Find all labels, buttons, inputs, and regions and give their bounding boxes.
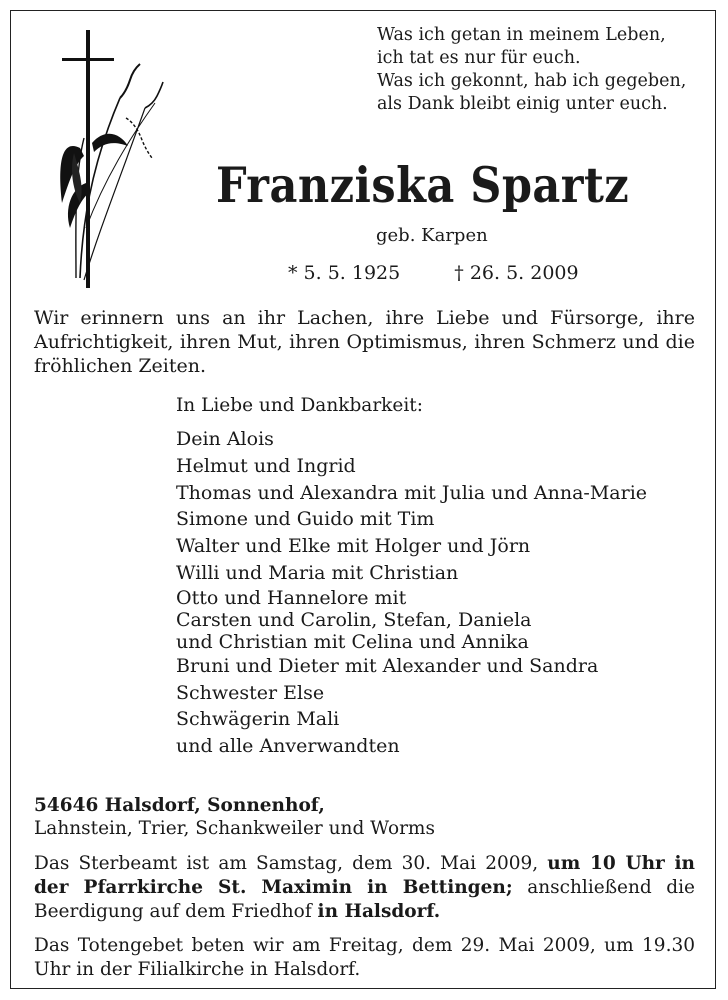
list-item: Helmut und Ingrid (176, 454, 356, 477)
list-item: Otto und Hannelore mit (176, 586, 407, 609)
deceased-name: Franziska Spartz (216, 156, 630, 214)
birth-date: * 5. 5. 1925 (288, 262, 401, 284)
poem-line: Was ich getan in meinem Leben, (377, 25, 666, 45)
mourners-list (176, 426, 647, 760)
list-item: Schwägerin Mali (176, 708, 340, 731)
address-places: Lahnstein, Trier, Schankweiler und Worms (34, 818, 435, 839)
poem-line: ich tat es nur für euch. (377, 48, 581, 68)
burial-place: in Halsdorf. (317, 901, 441, 922)
list-item: und Christian mit Celina und Annika (176, 630, 529, 653)
funeral-notice (34, 852, 695, 924)
list-item: Walter und Elke mit Holger und Jörn (176, 535, 531, 558)
prayer-notice: Das Totengebet beten wir am Freitag, dem 29. Mai 2009, um 19.30 Uhr in der Filialkirche in Halsdorf. (34, 935, 695, 980)
list-item: Carsten und Carolin, Stefan, Daniela (176, 608, 532, 631)
poem (377, 24, 707, 116)
memory-text: Wir erinnern uns an ihr Lachen, ihre Liebe und Fürsorge, ihre Aufrichtigkeit, ihren Mut, ihren Optimismus, ihren Schmerz und die fröhlichen Zeiten. (34, 307, 695, 377)
list-item: Dein Alois (176, 428, 274, 450)
poem-line: als Dank bleibt einig unter euch. (377, 94, 668, 114)
poem-line: Was ich gekonnt, hab ich gegeben, (377, 71, 687, 91)
list-item: Simone und Guido mit Tim (176, 508, 435, 531)
list-item: Bruni und Dieter mit Alexander und Sandra (176, 654, 599, 677)
list-item: Schwester Else (176, 681, 325, 704)
list-item: Willi und Maria mit Christian (176, 561, 459, 584)
list-item: und alle Anverwandten (176, 735, 400, 758)
address-city: 54646 Halsdorf, Sonnenhof, (34, 795, 325, 816)
funeral-text: anschließend die Beerdigung auf dem Friedhof (34, 877, 695, 922)
funeral-text: Das Sterbeamt ist am Samstag, dem 30. Mai 2009, (34, 853, 548, 874)
life-dates (288, 262, 579, 284)
list-item: Thomas und Alexandra mit Julia und Anna-Marie (176, 481, 648, 504)
maiden-name: geb. Karpen (376, 225, 488, 246)
cross-with-wheat-icon (50, 28, 165, 290)
thanks-heading: In Liebe und Dankbarkeit: (176, 395, 423, 416)
funeral-time-place: um 10 Uhr in der Pfarrkirche St. Maximin in Bettingen; (34, 853, 695, 898)
death-date: † 26. 5. 2009 (454, 262, 579, 284)
